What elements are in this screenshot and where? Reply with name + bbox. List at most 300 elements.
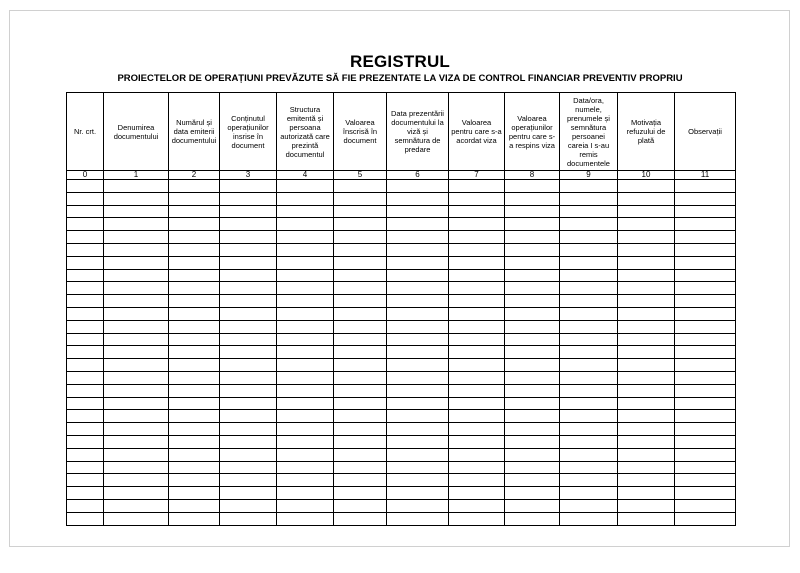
table-cell <box>104 474 169 487</box>
table-cell <box>104 243 169 256</box>
table-cell <box>334 384 387 397</box>
table-cell <box>220 231 277 244</box>
column-header: Nr. crt. <box>67 93 104 171</box>
column-number: 0 <box>67 171 104 180</box>
table-row <box>67 218 736 231</box>
table-cell <box>387 487 449 500</box>
register-table <box>66 92 736 526</box>
table-cell <box>505 435 560 448</box>
column-number: 11 <box>675 171 736 180</box>
column-header: Conținutul operațiunilor insrise în document <box>220 93 277 171</box>
table-cell <box>618 282 675 295</box>
table-cell <box>277 192 334 205</box>
table-row <box>67 448 736 461</box>
table-cell <box>334 435 387 448</box>
table-cell <box>334 448 387 461</box>
table-cell <box>220 180 277 193</box>
table-cell <box>277 205 334 218</box>
table-cell <box>449 218 505 231</box>
table-row <box>67 359 736 372</box>
table-row <box>67 269 736 282</box>
table-cell <box>334 333 387 346</box>
table-cell <box>449 397 505 410</box>
table-cell <box>505 192 560 205</box>
table-cell <box>387 512 449 525</box>
column-header: Denumirea documentului <box>104 93 169 171</box>
table-cell <box>169 243 220 256</box>
table-cell <box>675 384 736 397</box>
table-cell <box>618 397 675 410</box>
table-cell <box>449 474 505 487</box>
table-cell <box>387 231 449 244</box>
table-cell <box>334 256 387 269</box>
table-cell <box>277 295 334 308</box>
table-cell <box>334 180 387 193</box>
table-cell <box>67 410 104 423</box>
table-cell <box>618 320 675 333</box>
table-cell <box>618 461 675 474</box>
table-cell <box>449 461 505 474</box>
table-cell <box>675 423 736 436</box>
table-cell <box>104 180 169 193</box>
table-cell <box>449 192 505 205</box>
table-cell <box>449 320 505 333</box>
table-cell <box>67 218 104 231</box>
table-cell <box>169 218 220 231</box>
table-cell <box>67 461 104 474</box>
table-cell <box>277 256 334 269</box>
table-cell <box>169 231 220 244</box>
table-cell <box>560 371 618 384</box>
column-number: 10 <box>618 171 675 180</box>
table-cell <box>675 474 736 487</box>
table-cell <box>169 487 220 500</box>
table-cell <box>169 448 220 461</box>
table-cell <box>618 487 675 500</box>
table-cell <box>220 423 277 436</box>
table-cell <box>560 461 618 474</box>
table-cell <box>618 448 675 461</box>
table-cell <box>560 295 618 308</box>
column-number: 3 <box>220 171 277 180</box>
column-number: 4 <box>277 171 334 180</box>
table-cell <box>67 499 104 512</box>
table-cell <box>104 269 169 282</box>
table-cell <box>618 346 675 359</box>
table-cell <box>277 423 334 436</box>
table-cell <box>334 359 387 372</box>
table-cell <box>67 192 104 205</box>
table-cell <box>618 359 675 372</box>
table-cell <box>104 231 169 244</box>
table-cell <box>277 346 334 359</box>
table-cell <box>334 410 387 423</box>
table-cell <box>387 218 449 231</box>
table-cell <box>169 333 220 346</box>
table-cell <box>560 346 618 359</box>
table-cell <box>334 397 387 410</box>
table-cell <box>387 410 449 423</box>
column-number: 9 <box>560 171 618 180</box>
table-cell <box>675 371 736 384</box>
table-cell <box>387 384 449 397</box>
table-cell <box>618 218 675 231</box>
table-cell <box>618 333 675 346</box>
table-cell <box>277 231 334 244</box>
table-cell <box>618 295 675 308</box>
table-cell <box>220 512 277 525</box>
table-cell <box>169 269 220 282</box>
table-cell <box>449 423 505 436</box>
table-cell <box>449 384 505 397</box>
table-row <box>67 243 736 256</box>
table-cell <box>220 499 277 512</box>
table-cell <box>505 295 560 308</box>
table-cell <box>675 397 736 410</box>
table-cell <box>675 282 736 295</box>
table-cell <box>220 205 277 218</box>
table-cell <box>618 180 675 193</box>
table-cell <box>560 256 618 269</box>
table-cell <box>277 512 334 525</box>
table-cell <box>104 461 169 474</box>
table-row <box>67 307 736 320</box>
table-cell <box>505 359 560 372</box>
table-cell <box>67 397 104 410</box>
table-cell <box>505 512 560 525</box>
table-cell <box>675 243 736 256</box>
table-cell <box>449 359 505 372</box>
table-cell <box>220 359 277 372</box>
table-cell <box>277 461 334 474</box>
table-cell <box>560 423 618 436</box>
table-cell <box>277 333 334 346</box>
column-number: 5 <box>334 171 387 180</box>
table-cell <box>220 410 277 423</box>
table-cell <box>67 295 104 308</box>
table-cell <box>505 218 560 231</box>
table-cell <box>505 243 560 256</box>
table-cell <box>505 461 560 474</box>
table-cell <box>449 512 505 525</box>
table-cell <box>560 359 618 372</box>
table-cell <box>449 295 505 308</box>
table-cell <box>169 295 220 308</box>
table-cell <box>220 487 277 500</box>
table-cell <box>104 512 169 525</box>
table-cell <box>334 205 387 218</box>
table-cell <box>387 282 449 295</box>
table-cell <box>334 499 387 512</box>
table-cell <box>449 307 505 320</box>
table-cell <box>505 423 560 436</box>
table-cell <box>169 192 220 205</box>
table-cell <box>334 320 387 333</box>
table-cell <box>449 499 505 512</box>
table-cell <box>449 410 505 423</box>
table-cell <box>169 256 220 269</box>
table-cell <box>220 448 277 461</box>
table-cell <box>505 346 560 359</box>
table-cell <box>618 371 675 384</box>
table-cell <box>169 282 220 295</box>
table-cell <box>220 218 277 231</box>
table-cell <box>67 205 104 218</box>
table-cell <box>104 205 169 218</box>
table-cell <box>675 346 736 359</box>
table-cell <box>505 333 560 346</box>
table-cell <box>277 474 334 487</box>
table-cell <box>618 243 675 256</box>
table-cell <box>449 243 505 256</box>
table-cell <box>560 282 618 295</box>
table-row <box>67 487 736 500</box>
table-cell <box>104 359 169 372</box>
table-cell <box>277 384 334 397</box>
table-cell <box>220 384 277 397</box>
table-cell <box>675 435 736 448</box>
table-cell <box>387 320 449 333</box>
table-cell <box>387 359 449 372</box>
table-cell <box>277 269 334 282</box>
table-cell <box>618 269 675 282</box>
table-cell <box>449 282 505 295</box>
table-cell <box>277 180 334 193</box>
table-cell <box>67 346 104 359</box>
table-cell <box>277 410 334 423</box>
table-cell <box>104 435 169 448</box>
table-cell <box>220 192 277 205</box>
table-cell <box>387 448 449 461</box>
table-cell <box>387 295 449 308</box>
table-row <box>67 435 736 448</box>
table-cell <box>505 410 560 423</box>
table-cell <box>618 410 675 423</box>
table-cell <box>104 282 169 295</box>
table-cell <box>104 371 169 384</box>
table-cell <box>618 512 675 525</box>
table-cell <box>220 371 277 384</box>
table-cell <box>449 256 505 269</box>
table-cell <box>675 320 736 333</box>
table-cell <box>505 487 560 500</box>
table-row <box>67 397 736 410</box>
table-cell <box>67 359 104 372</box>
table-cell <box>387 346 449 359</box>
column-header: Observații <box>675 93 736 171</box>
table-cell <box>675 410 736 423</box>
table-cell <box>104 384 169 397</box>
table-cell <box>505 448 560 461</box>
table-cell <box>67 474 104 487</box>
table-cell <box>334 243 387 256</box>
table-cell <box>220 307 277 320</box>
table-row <box>67 499 736 512</box>
table-cell <box>560 231 618 244</box>
table-cell <box>560 384 618 397</box>
table-cell <box>277 448 334 461</box>
table-cell <box>387 423 449 436</box>
table-cell <box>675 499 736 512</box>
table-cell <box>334 269 387 282</box>
column-number: 6 <box>387 171 449 180</box>
table-cell <box>387 371 449 384</box>
table-row <box>67 512 736 525</box>
table-cell <box>387 269 449 282</box>
table-cell <box>560 205 618 218</box>
table-cell <box>618 205 675 218</box>
table-cell <box>104 320 169 333</box>
table-cell <box>560 320 618 333</box>
table-cell <box>675 256 736 269</box>
column-header: Valoarea operațiunilor pentru care s-a respins viza <box>505 93 560 171</box>
table-cell <box>505 231 560 244</box>
table-row <box>67 256 736 269</box>
table-cell <box>169 474 220 487</box>
column-header: Data/ora, numele, prenumele și semnătura persoanei careia I s-au remis documentele <box>560 93 618 171</box>
table-cell <box>67 487 104 500</box>
table-cell <box>618 192 675 205</box>
table-cell <box>505 205 560 218</box>
table-cell <box>618 435 675 448</box>
table-cell <box>104 346 169 359</box>
table-cell <box>449 487 505 500</box>
table-cell <box>387 180 449 193</box>
table-cell <box>334 512 387 525</box>
table-cell <box>675 333 736 346</box>
table-cell <box>618 423 675 436</box>
table-cell <box>505 256 560 269</box>
table-cell <box>277 307 334 320</box>
table-cell <box>560 192 618 205</box>
table-cell <box>449 180 505 193</box>
table-cell <box>387 499 449 512</box>
table-cell <box>387 474 449 487</box>
table-cell <box>67 231 104 244</box>
table-row <box>67 180 736 193</box>
table-row <box>67 205 736 218</box>
table-cell <box>560 410 618 423</box>
table-cell <box>675 512 736 525</box>
table-cell <box>334 474 387 487</box>
table-cell <box>277 243 334 256</box>
table-cell <box>675 231 736 244</box>
table-cell <box>387 435 449 448</box>
table-cell <box>169 423 220 436</box>
table-cell <box>67 243 104 256</box>
table-cell <box>104 448 169 461</box>
table-cell <box>449 346 505 359</box>
table-cell <box>67 320 104 333</box>
document-subtitle: PROIECTELOR DE OPERAȚIUNI PREVĂZUTE SĂ FIE PREZENTATE LA VIZA DE CONTROL FINANCIAR PREVENTIV PROPRIU <box>117 73 683 84</box>
table-cell <box>220 282 277 295</box>
table-cell <box>560 512 618 525</box>
table-cell <box>67 282 104 295</box>
table-row <box>67 295 736 308</box>
table-cell <box>334 461 387 474</box>
table-cell <box>449 231 505 244</box>
table-cell <box>104 499 169 512</box>
table-cell <box>560 487 618 500</box>
table-cell <box>387 333 449 346</box>
table-cell <box>67 307 104 320</box>
table-cell <box>334 371 387 384</box>
table-cell <box>505 307 560 320</box>
table-cell <box>505 180 560 193</box>
table-cell <box>169 499 220 512</box>
table-cell <box>387 205 449 218</box>
table-cell <box>618 256 675 269</box>
table-cell <box>67 384 104 397</box>
table-cell <box>560 448 618 461</box>
table-cell <box>169 512 220 525</box>
table-cell <box>505 269 560 282</box>
table-row <box>67 320 736 333</box>
table-cell <box>505 282 560 295</box>
table-cell <box>169 384 220 397</box>
table-cell <box>449 435 505 448</box>
table-cell <box>675 461 736 474</box>
table-cell <box>387 256 449 269</box>
table-cell <box>67 256 104 269</box>
table-cell <box>449 333 505 346</box>
table-cell <box>169 320 220 333</box>
table-cell <box>220 333 277 346</box>
header-row <box>67 93 736 171</box>
table-cell <box>675 295 736 308</box>
table-cell <box>334 307 387 320</box>
table-cell <box>675 218 736 231</box>
table-cell <box>618 307 675 320</box>
table-cell <box>334 346 387 359</box>
table-cell <box>67 371 104 384</box>
table-cell <box>505 384 560 397</box>
table-cell <box>449 371 505 384</box>
table-cell <box>169 180 220 193</box>
table-cell <box>449 269 505 282</box>
table-cell <box>560 218 618 231</box>
table-cell <box>220 397 277 410</box>
table-row <box>67 282 736 295</box>
column-header: Data prezentării documentului la viză și semnătura de predare <box>387 93 449 171</box>
table-cell <box>104 410 169 423</box>
table-cell <box>560 474 618 487</box>
table-row <box>67 346 736 359</box>
table-row <box>67 333 736 346</box>
table-cell <box>277 371 334 384</box>
table-cell <box>220 346 277 359</box>
table-row <box>67 423 736 436</box>
table-cell <box>560 435 618 448</box>
table-cell <box>104 295 169 308</box>
table-cell <box>220 461 277 474</box>
table-cell <box>560 397 618 410</box>
column-number: 7 <box>449 171 505 180</box>
table-cell <box>505 397 560 410</box>
column-header: Structura emitentă și persoana autorizată care prezintă documentul <box>277 93 334 171</box>
document-title: REGISTRUL <box>349 52 451 71</box>
table-cell <box>104 218 169 231</box>
table-cell <box>220 320 277 333</box>
table-cell <box>169 205 220 218</box>
column-number: 1 <box>104 171 169 180</box>
table-cell <box>67 435 104 448</box>
table-cell <box>334 423 387 436</box>
table-cell <box>334 231 387 244</box>
table-cell <box>334 282 387 295</box>
table-row <box>67 192 736 205</box>
table-cell <box>334 487 387 500</box>
